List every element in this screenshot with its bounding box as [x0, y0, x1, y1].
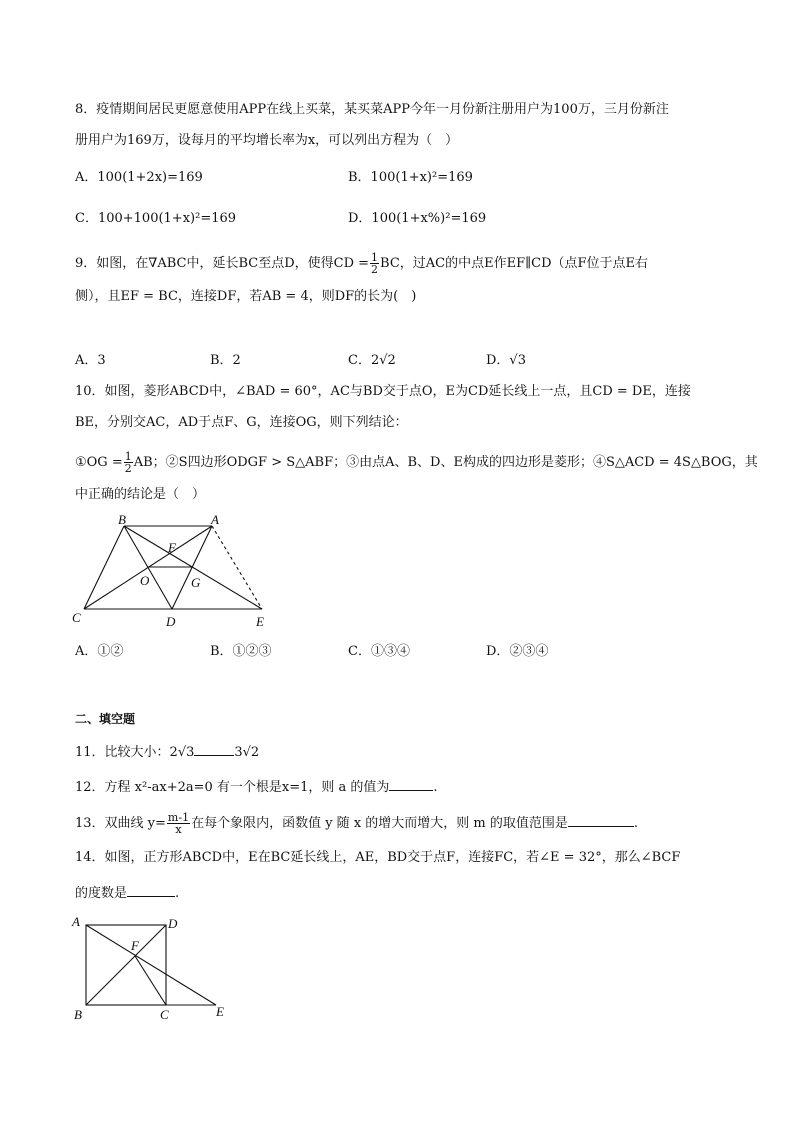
q9-stem-line1: [75, 252, 648, 275]
q11-left: 11．比较大小：2√3: [75, 745, 195, 760]
label-a: A: [72, 914, 80, 929]
q14-square-figure: [70, 912, 240, 1024]
q8-option-d[interactable]: D．100(1+x%)²=169: [348, 211, 487, 226]
label-b: B: [118, 512, 126, 527]
q11-answer-blank[interactable]: [194, 741, 234, 756]
q10-option-a[interactable]: A．①②: [75, 644, 124, 659]
label-e: E: [216, 1004, 224, 1019]
segment-fc: [135, 956, 166, 1005]
q10-option-c[interactable]: C．①③④: [348, 644, 410, 659]
q9-text-after-fraction: BC，过AC的中点E作EF∥CD（点F位于点E右: [380, 256, 649, 271]
q10-fraction-num: 1: [124, 450, 132, 463]
q14-answer-blank[interactable]: [127, 882, 175, 897]
q11-right: 3√2: [234, 745, 260, 760]
q9-fraction: [370, 252, 379, 275]
q12-answer-blank[interactable]: [389, 776, 433, 791]
q8-option-c[interactable]: C．100+100(1+x)²=169: [75, 211, 237, 226]
label-f: F: [131, 938, 139, 953]
q13-answer-blank[interactable]: [568, 812, 634, 827]
q9-option-d[interactable]: D．√3: [486, 353, 526, 368]
label-c: C: [160, 1007, 169, 1022]
segment-bd: [86, 925, 166, 1005]
q11-line: [75, 741, 259, 763]
section-fill-in-title: 二、填空题: [75, 712, 136, 726]
label-g: G: [191, 575, 201, 590]
q8-stem-line2: 册用户为169万，设每月的平均增长率为x，可以列出方程为（ ）: [75, 133, 459, 148]
q14-stem-line2: [75, 882, 179, 904]
q10-conclusion-1-pre: ①OG =: [75, 455, 123, 470]
segment-ae: [86, 925, 216, 1005]
q9-stem-line2: 侧），且EF = BC，连接DF，若AB = 4，则DF的长为( ): [75, 289, 417, 304]
q10-fraction: [124, 451, 133, 474]
q10-stem-line4: 中正确的结论是（ ）: [75, 487, 206, 502]
label-f: F: [168, 540, 176, 555]
q14-text: 的度数是: [75, 886, 128, 901]
q9-option-c[interactable]: C．2√2: [348, 353, 396, 368]
segment-ae-dashed: [212, 526, 262, 609]
q9-fraction-den: 2: [371, 263, 379, 276]
q9-text-before-fraction: 9．如图，在∇ABC中，延长BC至点D，使得CD =: [75, 256, 370, 271]
label-o: O: [140, 573, 150, 588]
q13-line: [75, 812, 638, 835]
q9-fraction-num: 1: [371, 251, 379, 264]
q10-option-d[interactable]: D．②③④: [486, 644, 549, 659]
q8-option-b[interactable]: B．100(1+x)²=169: [348, 170, 473, 185]
q8-stem-line1: 8．疫情期间居民更愿意使用APP在线上买菜，某买菜APP今年一月份新注册用户为100万，三月份新注: [75, 102, 669, 117]
q10-option-b[interactable]: B．①②③: [210, 644, 272, 659]
q8-option-a[interactable]: A．100(1+2x)=169: [75, 170, 203, 185]
label-a: A: [211, 512, 219, 527]
label-d: D: [168, 916, 178, 931]
q14-stem-line1: 14．如图，正方形ABCD中，E在BC延长线上，AE，BD交于点F，连接FC，若∠E = 32°，那么∠BCF: [75, 850, 681, 865]
q10-stem-line1: 10．如图，菱形ABCD中，∠BAD = 60°，AC与BD交于点O，E为CD延长线上一点，且CD = DE，连接: [75, 384, 691, 399]
q13-text-mid: 在每个象限内，函数值 y 随 x 的增大而增大，则 m 的取值范围是: [191, 816, 568, 831]
q13-fraction: [167, 812, 190, 835]
label-e: E: [256, 614, 264, 629]
q10-stem-line2: BE，分别交AC，AD于点F、G，连接OG，则下列结论：: [75, 415, 408, 430]
label-c: C: [72, 610, 81, 625]
label-d: D: [166, 614, 176, 629]
q14-end: .: [175, 886, 180, 901]
q12-line: [75, 776, 438, 798]
label-b: B: [74, 1007, 82, 1022]
q13-fraction-num: m-1: [167, 811, 190, 824]
q10-rhombus-figure: [66, 512, 286, 632]
q10-fraction-den: 2: [124, 462, 132, 475]
q9-option-b[interactable]: B．2: [210, 353, 241, 368]
q10-stem-line3: [75, 451, 758, 474]
q10-conclusions-rest: AB；②S四边形ODGF > S△ABF；③由点A、B、D、E构成的四边形是菱形；④S△ACD = 4S△BOG，其: [133, 455, 758, 470]
q12-text: 12．方程 x²-ax+2a=0 有一个根是x=1，则 a 的值为: [75, 780, 390, 795]
q13-fraction-den: x: [175, 823, 182, 836]
q13-text-pre: 13．双曲线 y=: [75, 816, 166, 831]
q12-end: .: [433, 780, 438, 795]
q9-option-a[interactable]: A．3: [75, 353, 106, 368]
q13-end: .: [633, 816, 639, 831]
